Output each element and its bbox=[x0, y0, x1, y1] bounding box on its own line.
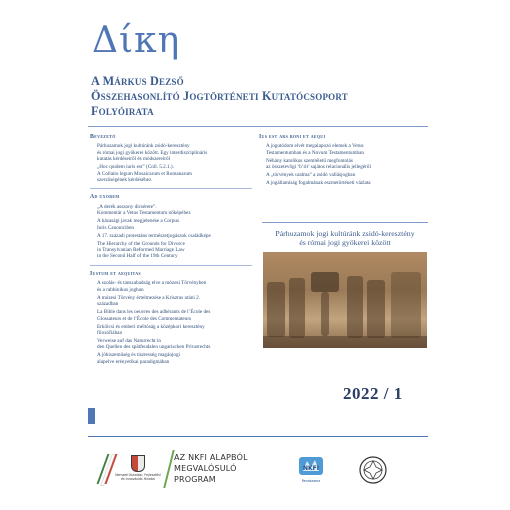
toc-item[interactable] bbox=[99, 241, 252, 260]
toc-line: Párhuzamok jogi kultúránk zsidó-keresztény bbox=[97, 143, 190, 150]
header-divider bbox=[88, 126, 428, 127]
coat-of-arms-icon bbox=[131, 455, 145, 472]
toc-item[interactable] bbox=[268, 172, 427, 178]
section-bevezeto bbox=[90, 134, 252, 183]
seal-inner-ring bbox=[364, 461, 382, 479]
logo-letters: NKFI bbox=[302, 465, 320, 472]
toc-line: alapelve erényetikai paradigmában bbox=[97, 358, 170, 365]
cover-relief-image bbox=[263, 252, 427, 348]
toc-line: A mózesi Törvény értelmezése a Krisztus utáni 2. bbox=[97, 294, 201, 301]
toc-line: A szolás- és tanszabadság elve a mózesi Törvényben bbox=[97, 280, 207, 287]
ministry-line: és Innovációs Hivatal bbox=[121, 476, 155, 481]
subtitle-line: Összehasonlító Jogtörténeti Kutatócsoport bbox=[91, 89, 348, 103]
ministry-name bbox=[114, 474, 162, 482]
footer-divider bbox=[88, 436, 428, 437]
toc-line: az összetevőgi ‘b’rit’ sajátos relacionális jellegéről bbox=[266, 164, 371, 171]
program-line: PROGRAM bbox=[174, 475, 216, 484]
issue-number: 2022 / 1 bbox=[343, 384, 403, 403]
toc-item[interactable] bbox=[99, 204, 252, 217]
toc-line: és római jogi gyökerei között. Egy interdiszciplináris bbox=[97, 149, 208, 156]
toc-line: in the Second Half of the 19th Century bbox=[97, 253, 178, 260]
toc-line: A Collatio legum Mosaicarum et Romanarum bbox=[97, 170, 192, 177]
feature-title bbox=[263, 229, 427, 247]
toc-line: Glossateurs et de l’École des Commentateurs bbox=[97, 315, 192, 322]
section-iustum bbox=[90, 271, 252, 365]
program-label bbox=[174, 452, 248, 485]
toc-line: Testamentumban és a Novum Testamentumban bbox=[266, 149, 365, 156]
toc-line: filozófiában bbox=[97, 329, 123, 336]
section-heading: Iustum et aequitas bbox=[90, 270, 141, 277]
toc-line: A „törvények uralma” a zsidó vallásjogban bbox=[266, 172, 356, 179]
section-heading: Ad uxorem bbox=[90, 194, 120, 201]
toc-line: The Hierarchy of the Grounds for Divorce bbox=[97, 240, 185, 247]
toc-line: Verweise auf das Naturrecht in bbox=[97, 337, 161, 344]
toc-line: kutatás kérdéseiről és módszereiről bbox=[97, 156, 171, 163]
toc-item[interactable] bbox=[99, 352, 252, 365]
toc-line: A jogutódom elvét megalapozó elemek a Vetus bbox=[266, 143, 364, 150]
feature-title-line: Párhuzamok jogi kultúránk zsidó-keresztény bbox=[275, 229, 415, 238]
subtitle-line: A Márkus Dezső bbox=[91, 74, 184, 88]
section-ad-uxorem bbox=[90, 194, 252, 259]
toc-item[interactable] bbox=[99, 280, 252, 293]
toc-item[interactable] bbox=[268, 180, 427, 186]
toc-item[interactable] bbox=[99, 338, 252, 351]
accent-bar bbox=[88, 408, 95, 424]
feature-title-line: és római jogi gyökerei között bbox=[299, 238, 391, 248]
nkfi-logo bbox=[297, 455, 325, 485]
nkfih-logo bbox=[96, 452, 164, 490]
logo-caption: Rendszama bbox=[301, 479, 321, 483]
toc-line: és a rabbinikus jogban bbox=[97, 286, 144, 293]
toc-item[interactable] bbox=[268, 158, 427, 171]
section-divider bbox=[90, 188, 252, 189]
feature-divider bbox=[262, 222, 428, 223]
toc-item[interactable] bbox=[99, 218, 252, 231]
subtitle-line: Folyóirata bbox=[91, 104, 154, 118]
right-contents-column bbox=[259, 134, 427, 188]
toc-line: Iuris Canoniciben bbox=[97, 224, 135, 231]
toc-line: században bbox=[97, 301, 119, 308]
toc-item[interactable] bbox=[99, 324, 252, 337]
toc-line: A házasági javak megjelenése a Corpus bbox=[97, 218, 179, 225]
toc-line: den Quellen des spätfeudalen ungarischen Privatrechts bbox=[97, 344, 211, 351]
seal-logo bbox=[358, 455, 388, 485]
toc-line: „Hoc quidem iuris est” (Coll. 5.2.1.). bbox=[97, 164, 174, 171]
toc-line: A jogállamiság fogalmának eszmetörténeti vázlata bbox=[266, 180, 371, 187]
program-line: MEGVALÓSULÓ bbox=[174, 464, 237, 473]
toc-line: Néhány katolikus szemléletű megfontolás bbox=[266, 157, 353, 164]
program-line: AZ NKFI ALAPBÓL bbox=[174, 453, 248, 462]
section-divider bbox=[90, 265, 252, 266]
toc-line: A 17. századi protestáns természetjogászok családképe bbox=[97, 232, 211, 239]
toc-line: „A derék asszony dicsérete”. bbox=[97, 203, 157, 210]
toc-item[interactable] bbox=[99, 295, 252, 308]
toc-item[interactable] bbox=[99, 309, 252, 322]
toc-item[interactable] bbox=[268, 143, 427, 156]
toc-line: in Transylvanian Reformed Marriage Law bbox=[97, 247, 185, 254]
toc-item[interactable] bbox=[99, 143, 252, 162]
journal-subtitle bbox=[91, 74, 348, 119]
toc-line: Erkölcsi és emberi méltóság a középkori keresztény bbox=[97, 323, 205, 330]
section-heading: Ius est ars boni et aequi bbox=[259, 134, 326, 140]
section-heading: Bevezető bbox=[90, 134, 116, 140]
toc-line: La Bible dans les oeuvres des adhérants de l’École des bbox=[97, 309, 211, 316]
left-contents-column bbox=[90, 134, 252, 367]
journal-title: Δίκη bbox=[92, 20, 181, 61]
ministry-line: Nemzeti Kutatási, Fejlesztési bbox=[115, 473, 161, 477]
toc-item[interactable] bbox=[99, 164, 252, 183]
toc-line: Kommentár a Vetus Testamentum nőképéhez bbox=[97, 210, 191, 217]
toc-line: szerzőségének kérdéséhez bbox=[97, 177, 152, 184]
toc-item[interactable] bbox=[99, 233, 252, 239]
toc-line: A jóhiszeműség és tisztesség magánjogi bbox=[97, 352, 180, 359]
